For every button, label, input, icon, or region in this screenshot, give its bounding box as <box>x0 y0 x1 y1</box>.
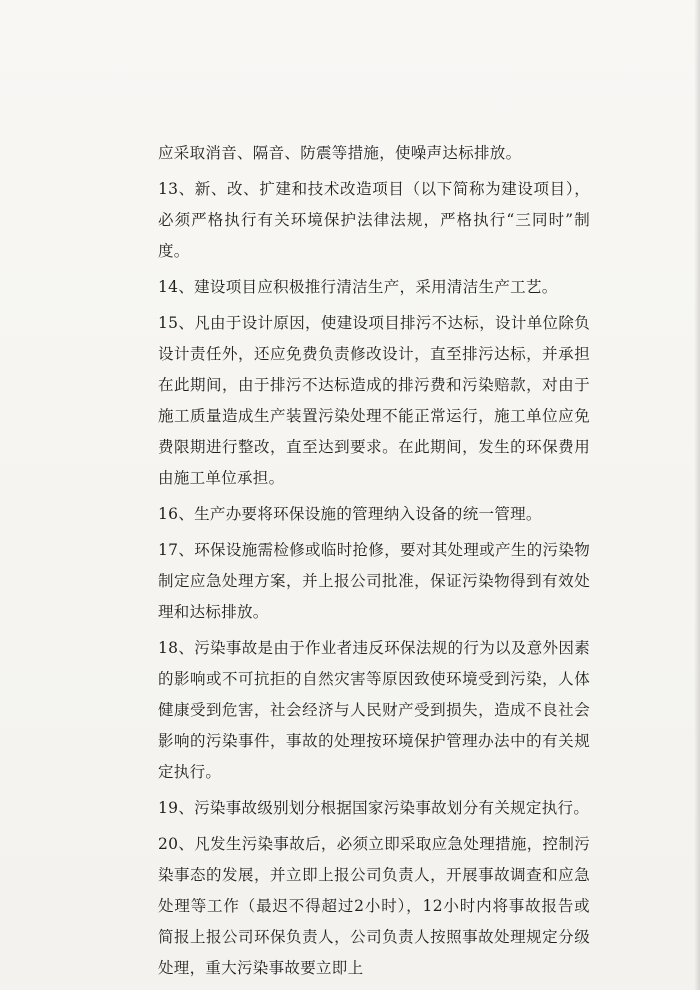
paragraph-19: 19、污染事故级别划分根据国家污染事故划分有关规定执行。 <box>158 799 590 817</box>
paragraph-14: 14、建设项目应积极推行清洁生产，采用清洁生产工艺。 <box>158 278 558 296</box>
paragraph-18: 18、污染事故是由于作业者违反环保法规的行为以及意外因素的影响或不可抗拒的自然灾害等原因致使环境受到污染，人体健康受到危害，社会经济与人民财产受到损失，造成不良社会影响的污染事件，事故的处理按环境保护管理办法中的有关规定执行。 <box>158 639 590 781</box>
paragraph-16: 16、生产办要将环保设施的管理纳入设备的统一管理。 <box>158 505 542 523</box>
paragraph-17: 17、环保设施需检修或临时抢修，要对其处理或产生的污染物制定应急处理方案，并上报公司批准，保证污染物得到有效处理和达标排放。 <box>158 541 590 621</box>
paragraph-noise-control: 应采取消音、隔音、防震等措施，使噪声达标排放。 <box>158 144 522 162</box>
paragraph-20: 20、凡发生污染事故后，必须立即采取应急处理措施，控制污染事态的发展，并立即上报公司负责人，开展事故调查和应急处理等工作（最迟不得超过2小时），12小时内将事故报告或简报上报公司环保负责人，公司负责人按照事故处理规定分级处理，重大污染事故要立即上 <box>158 835 590 977</box>
paragraph-15: 15、凡由于设计原因，使建设项目排污不达标，设计单位除负设计责任外，还应免费负责修改设计，直至排污达标，并承担在此期间，由于排污不达标造成的排污费和污染赔款，对由于施工质量造成生产装置污染处理不能正常运行，施工单位应免费限期进行整改，直至达到要求。在此期间，发生的环保费用由施工单位承担。 <box>158 314 590 487</box>
page-edge-shadow <box>694 0 700 990</box>
paragraph-13: 13、新、改、扩建和技术改造项目（以下简称为建设项目），必须严格执行有关环境保护法律法规，严格执行“三同时”制度。 <box>158 180 590 260</box>
